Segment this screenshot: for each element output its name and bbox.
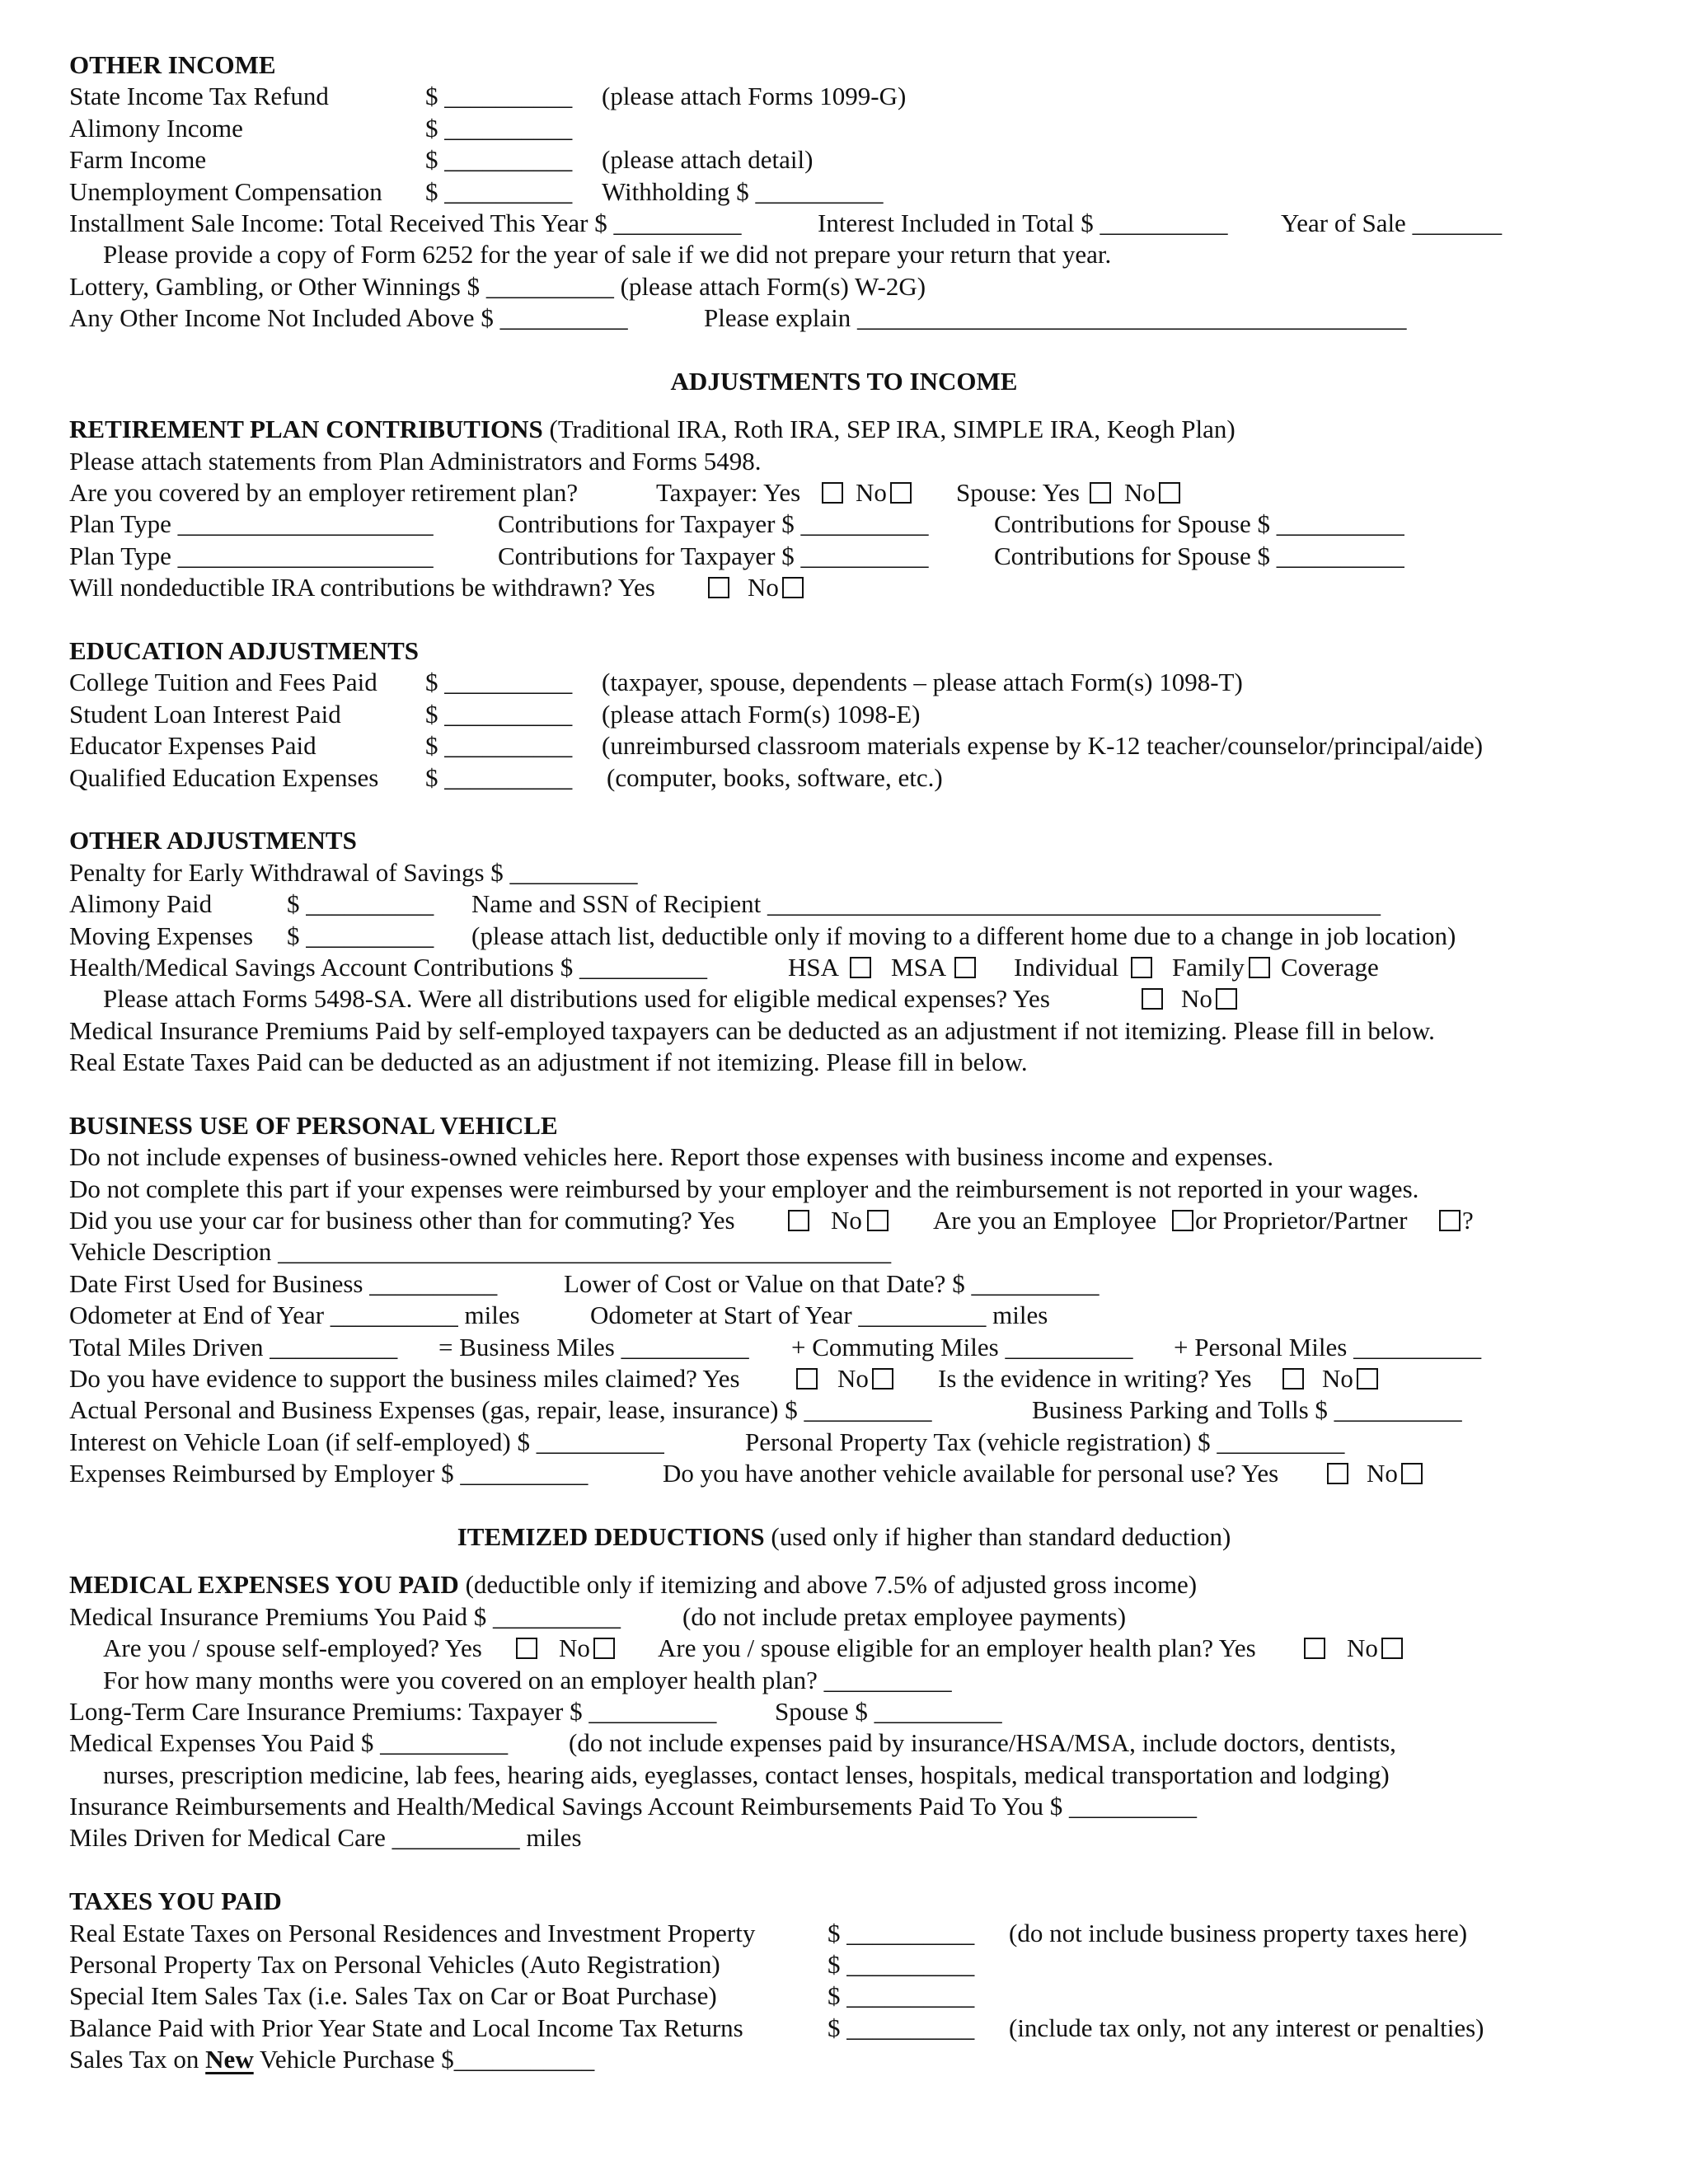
- label: Family: [1172, 952, 1245, 982]
- label: Farm Income: [69, 145, 207, 175]
- line-reimbursed: [69, 1458, 1619, 1489]
- amount-field[interactable]: $ __________: [828, 2013, 975, 2042]
- label: Taxpayer: Yes: [656, 478, 801, 508]
- total-miles-field[interactable]: Total Miles Driven __________: [69, 1332, 398, 1361]
- line-plan-type-1: [69, 509, 1619, 540]
- taxpayer-no-checkbox[interactable]: [890, 482, 912, 504]
- plan-type-field[interactable]: Plan Type ____________________: [69, 541, 434, 570]
- spouse-contrib-field[interactable]: Contributions for Spouse $ __________: [994, 509, 1404, 539]
- label: Do you have evidence to support the business miles claimed? Yes: [69, 1364, 740, 1394]
- evidence-no-checkbox[interactable]: [872, 1368, 893, 1390]
- amount-field[interactable]: $ __________: [425, 113, 573, 143]
- odometer-end-field[interactable]: Odometer at End of Year __________ miles: [69, 1301, 520, 1330]
- line-special-sales-tax: [69, 1980, 1619, 2012]
- taxpayer-contrib-field[interactable]: Contributions for Taxpayer $ __________: [498, 509, 929, 539]
- line-self-employed: [69, 1633, 1619, 1664]
- medical-expenses-field[interactable]: Medical Expenses You Paid $ __________: [69, 1728, 509, 1758]
- interest-included-field[interactable]: Interest Included in Total $ __________: [818, 208, 1228, 237]
- medical-miles-field[interactable]: Miles Driven for Medical Care __________ miles: [69, 1823, 582, 1853]
- section-title-taxes: TAXES YOU PAID: [69, 1886, 282, 1916]
- plan-type-field[interactable]: Plan Type ____________________: [69, 509, 434, 539]
- note: (please attach detail): [602, 145, 814, 175]
- amount-field[interactable]: $ __________: [828, 1981, 975, 2011]
- spouse-yes-checkbox[interactable]: [1090, 482, 1111, 504]
- line-personal-property-tax: [69, 1949, 1619, 1980]
- line-prior-year-balance: [69, 2013, 1619, 2044]
- form-6252-note: Please provide a copy of Form 6252 for the year of sale if we did not prepare your return that year.: [103, 240, 1112, 269]
- ltc-spouse-field[interactable]: Spouse $ __________: [775, 1696, 1002, 1726]
- line-hsa-distributions: [69, 983, 1619, 1015]
- property-tax-field[interactable]: Personal Property Tax (vehicle registration) $ __________: [745, 1427, 1345, 1456]
- label: No: [1124, 478, 1156, 508]
- car-business-yes-checkbox[interactable]: [788, 1210, 809, 1231]
- attach-statements-note: Please attach statements from Plan Administrators and Forms 5498.: [69, 446, 762, 476]
- label: Did you use your car for business other than for commuting? Yes: [69, 1206, 735, 1235]
- reimbursed-field[interactable]: Expenses Reimbursed by Employer $ __________: [69, 1459, 588, 1488]
- medical-expenses-note: nurses, prescription medicine, lab fees, hearing aids, eyeglasses, contact lenses, hospitals, medical transportation and lodging): [103, 1760, 1390, 1789]
- note: (please attach Form(s) 1098-E): [602, 699, 921, 729]
- hsa-checkbox[interactable]: [850, 957, 871, 978]
- label: No: [856, 478, 887, 508]
- spouse-no-checkbox[interactable]: [1159, 482, 1180, 504]
- line-tuition: [69, 667, 1619, 698]
- health-plan-no-checkbox[interactable]: [1381, 1638, 1403, 1659]
- label: Are you / spouse eligible for an employer health plan? Yes: [658, 1633, 1256, 1663]
- amount-field[interactable]: $ __________: [425, 731, 573, 761]
- label: Please attach Forms 5498-SA. Were all distributions used for eligible medical expenses? Yes: [103, 984, 1050, 1014]
- business-miles-field[interactable]: = Business Miles __________: [438, 1332, 749, 1361]
- line-unemployment: [69, 176, 1619, 208]
- line-alimony-income: [69, 113, 1619, 144]
- new-vehicle-sales-tax-field[interactable]: Sales Tax on New Vehicle Purchase $___________: [69, 2045, 595, 2074]
- explain-field[interactable]: Please explain ___________________________________________: [704, 303, 1407, 333]
- note: (taxpayer, spouse, dependents – please attach Form(s) 1098-T): [602, 668, 1243, 697]
- note: (please attach list, deductible only if moving to a different home due to a change in job location): [471, 921, 1456, 950]
- line-new-vehicle-sales-tax: [69, 2044, 1619, 2075]
- line-alimony-paid: [69, 888, 1619, 920]
- vehicle-note-1: Do not include expenses of business-owned vehicles here. Report those expenses with business income and expenses.: [69, 1142, 1273, 1172]
- label: Student Loan Interest Paid: [69, 699, 341, 729]
- label: Is the evidence in writing? Yes: [938, 1364, 1252, 1394]
- line-covered-by-plan: [69, 477, 1619, 509]
- label: Are you covered by an employer retirement plan?: [69, 478, 579, 508]
- label: Real Estate Taxes on Personal Residences and Investment Property: [69, 1918, 756, 1947]
- loan-interest-field[interactable]: Interest on Vehicle Loan (if self-employed) $ __________: [69, 1427, 664, 1456]
- label: Special Item Sales Tax (i.e. Sales Tax on Car or Boat Purchase): [69, 1981, 717, 2011]
- car-business-no-checkbox[interactable]: [867, 1210, 889, 1231]
- vehicle-description-field[interactable]: Vehicle Description ________________________________________________: [69, 1237, 892, 1267]
- medical-premiums-field[interactable]: Medical Insurance Premiums You Paid $ __________: [69, 1601, 621, 1631]
- note: (do not include business property taxes here): [1009, 1918, 1468, 1947]
- real-estate-note: Real Estate Taxes Paid can be deducted as an adjustment if not itemizing. Please fill in below.: [69, 1047, 1028, 1077]
- label: Alimony Paid: [69, 889, 213, 919]
- medical-premiums-note: Medical Insurance Premiums Paid by self-employed taxpayers can be deducted as an adjustment if not itemizing. Please fill in below.: [69, 1015, 1435, 1045]
- proprietor-checkbox[interactable]: [1439, 1210, 1461, 1231]
- amount-field[interactable]: $ __________: [287, 889, 434, 919]
- distributions-no-checkbox[interactable]: [1216, 988, 1237, 1010]
- label: Spouse: Yes: [956, 478, 1080, 508]
- actual-expenses-field[interactable]: Actual Personal and Business Expenses (gas, repair, lease, insurance) $ __________: [69, 1395, 932, 1425]
- line-educator-expenses: [69, 730, 1619, 762]
- section-title-other-adjustments: OTHER ADJUSTMENTS: [69, 826, 357, 855]
- line-evidence: [69, 1363, 1619, 1394]
- note: (do not include pretax employee payments): [682, 1601, 1127, 1631]
- section-title-other-income: OTHER INCOME: [69, 50, 276, 79]
- year-of-sale-field[interactable]: Year of Sale _______: [1281, 208, 1503, 237]
- amount-field[interactable]: $ __________: [425, 668, 573, 697]
- parking-tolls-field[interactable]: Business Parking and Tolls $ __________: [1032, 1395, 1462, 1425]
- section-title-vehicle: BUSINESS USE OF PERSONAL VEHICLE: [69, 1110, 558, 1140]
- distributions-yes-checkbox[interactable]: [1142, 988, 1163, 1010]
- section-title-education: EDUCATION ADJUSTMENTS: [69, 636, 420, 666]
- line-odometer: [69, 1300, 1619, 1331]
- line-student-loan: [69, 699, 1619, 730]
- line-other-income: [69, 302, 1619, 334]
- note: (please attach Forms 1099-G): [602, 82, 907, 111]
- line-farm-income: [69, 144, 1619, 176]
- line-long-term-care: [69, 1696, 1619, 1727]
- section-title-medical: MEDICAL EXPENSES YOU PAID (deductible only if itemizing and above 7.5% of adjusted gross income): [69, 1570, 1198, 1600]
- label: Qualified Education Expenses: [69, 762, 379, 792]
- amount-field[interactable]: $ __________: [425, 82, 573, 111]
- spouse-contrib-field[interactable]: Contributions for Spouse $ __________: [994, 541, 1404, 570]
- label: No: [1322, 1364, 1353, 1394]
- label: No: [1181, 984, 1212, 1014]
- label: Unemployment Compensation: [69, 176, 382, 206]
- label: Do you have another vehicle available for personal use? Yes: [663, 1459, 1279, 1488]
- recipient-field[interactable]: Name and SSN of Recipient ________________________________________________: [471, 889, 1381, 919]
- note: (computer, books, software, etc.): [607, 762, 943, 792]
- line-miles: [69, 1332, 1619, 1363]
- line-nondeductible-ira: [69, 572, 1619, 603]
- label: College Tuition and Fees Paid: [69, 668, 377, 697]
- line-hsa-contributions: [69, 952, 1619, 983]
- vehicle-note-2: Do not complete this part if your expenses were reimbursed by your employer and the reimbursement is not reported in your wages.: [69, 1174, 1419, 1203]
- label: Are you / spouse self-employed? Yes: [103, 1633, 482, 1663]
- amount-field[interactable]: $ __________: [425, 176, 573, 206]
- line-state-refund: [69, 81, 1619, 112]
- label: Moving Expenses: [69, 921, 254, 950]
- label: Educator Expenses Paid: [69, 731, 316, 761]
- amount-field[interactable]: $ __________: [425, 699, 573, 729]
- amount-field[interactable]: $ __________: [828, 1950, 975, 1980]
- line-plan-type-2: [69, 541, 1619, 572]
- odometer-start-field[interactable]: Odometer at Start of Year __________ miles: [590, 1301, 1048, 1330]
- section-title-adjustments: ADJUSTMENTS TO INCOME: [670, 366, 1018, 396]
- label: Are you an Employee: [933, 1206, 1157, 1235]
- section-title-retirement: RETIREMENT PLAN CONTRIBUTIONS (Traditional IRA, Roth IRA, SEP IRA, SIMPLE IRA, Keogh Plan): [69, 415, 1236, 444]
- other-vehicle-yes-checkbox[interactable]: [1327, 1463, 1348, 1484]
- early-withdrawal-penalty-field[interactable]: Penalty for Early Withdrawal of Savings $ __________: [69, 857, 638, 887]
- line-installment-sale: [69, 208, 1619, 239]
- label: Individual: [1014, 952, 1119, 982]
- label: Will nondeductible IRA contributions be withdrawn? Yes: [69, 573, 655, 602]
- label: No: [1347, 1633, 1378, 1663]
- note: (include tax only, not any interest or penalties): [1009, 2013, 1484, 2042]
- amount-field[interactable]: $ __________: [425, 145, 573, 175]
- line-medical-expenses: [69, 1727, 1619, 1759]
- individual-checkbox[interactable]: [1131, 957, 1152, 978]
- label: No: [748, 573, 779, 602]
- months-covered-field[interactable]: For how many months were you covered on an employer health plan? __________: [103, 1665, 952, 1694]
- msa-checkbox[interactable]: [954, 957, 976, 978]
- tax-organizer-page: [69, 49, 1619, 2076]
- line-loan-interest: [69, 1427, 1619, 1458]
- label: Coverage: [1281, 952, 1379, 982]
- section-title-itemized: ITEMIZED DEDUCTIONS (used only if higher than standard deduction): [457, 1521, 1231, 1551]
- label: No: [1367, 1459, 1398, 1488]
- commuting-miles-field[interactable]: + Commuting Miles __________: [791, 1332, 1133, 1361]
- line-actual-expenses: [69, 1394, 1619, 1426]
- line-moving-expenses: [69, 921, 1619, 952]
- health-plan-yes-checkbox[interactable]: [1304, 1638, 1325, 1659]
- other-vehicle-no-checkbox[interactable]: [1401, 1463, 1423, 1484]
- label: Alimony Income: [69, 113, 243, 143]
- installment-total-field[interactable]: Installment Sale Income: Total Received This Year $ __________: [69, 208, 742, 237]
- family-checkbox[interactable]: [1249, 957, 1270, 978]
- amount-field[interactable]: $ __________: [425, 762, 573, 792]
- personal-miles-field[interactable]: + Personal Miles __________: [1174, 1332, 1482, 1361]
- evidence-yes-checkbox[interactable]: [796, 1368, 818, 1390]
- ira-no-checkbox[interactable]: [782, 577, 804, 598]
- line-car-business-use: [69, 1205, 1619, 1236]
- ira-yes-checkbox[interactable]: [708, 577, 729, 598]
- label: State Income Tax Refund: [69, 82, 329, 111]
- label: Balance Paid with Prior Year State and Local Income Tax Returns: [69, 2013, 743, 2042]
- self-employed-yes-checkbox[interactable]: [516, 1638, 537, 1659]
- hsa-contrib-field[interactable]: Health/Medical Savings Account Contributions $ __________: [69, 952, 708, 982]
- taxpayer-contrib-field[interactable]: Contributions for Taxpayer $ __________: [498, 541, 929, 570]
- note: (unreimbursed classroom materials expense by K-12 teacher/counselor/principal/aide): [602, 731, 1484, 761]
- line-medical-premiums: [69, 1601, 1619, 1633]
- ltc-taxpayer-field[interactable]: Long-Term Care Insurance Premiums: Taxpayer $ __________: [69, 1696, 717, 1726]
- label: Personal Property Tax on Personal Vehicles (Auto Registration): [69, 1950, 720, 1980]
- other-income-field[interactable]: Any Other Income Not Included Above $ __________: [69, 303, 628, 333]
- line-date-first-used: [69, 1268, 1619, 1300]
- writing-no-checkbox[interactable]: [1357, 1368, 1378, 1390]
- self-employed-no-checkbox[interactable]: [593, 1638, 615, 1659]
- insurance-reimbursements-field[interactable]: Insurance Reimbursements and Health/Medical Savings Account Reimbursements Paid To You $ __________: [69, 1792, 1197, 1821]
- line-real-estate-taxes: [69, 1918, 1619, 1949]
- lottery-winnings-field[interactable]: Lottery, Gambling, or Other Winnings $ __________ (please attach Form(s) W-2G): [69, 271, 926, 301]
- label: ?: [1462, 1206, 1474, 1235]
- label: No: [559, 1633, 590, 1663]
- label: MSA: [891, 952, 947, 982]
- cost-or-value-field[interactable]: Lower of Cost or Value on that Date? $ __________: [564, 1268, 1100, 1298]
- date-first-used-field[interactable]: Date First Used for Business __________: [69, 1268, 498, 1298]
- withholding-field[interactable]: Withholding $ __________: [602, 176, 884, 206]
- amount-field[interactable]: $ __________: [287, 921, 434, 950]
- taxpayer-yes-checkbox[interactable]: [822, 482, 843, 504]
- label: or Proprietor/Partner: [1195, 1206, 1408, 1235]
- amount-field[interactable]: $ __________: [828, 1918, 975, 1947]
- label: No: [837, 1364, 869, 1394]
- writing-yes-checkbox[interactable]: [1282, 1368, 1304, 1390]
- label: No: [831, 1206, 862, 1235]
- employee-checkbox[interactable]: [1172, 1210, 1193, 1231]
- line-qualified-education: [69, 762, 1619, 794]
- label: HSA: [788, 952, 840, 982]
- note: (do not include expenses paid by insurance/HSA/MSA, include doctors, dentists,: [569, 1728, 1396, 1758]
